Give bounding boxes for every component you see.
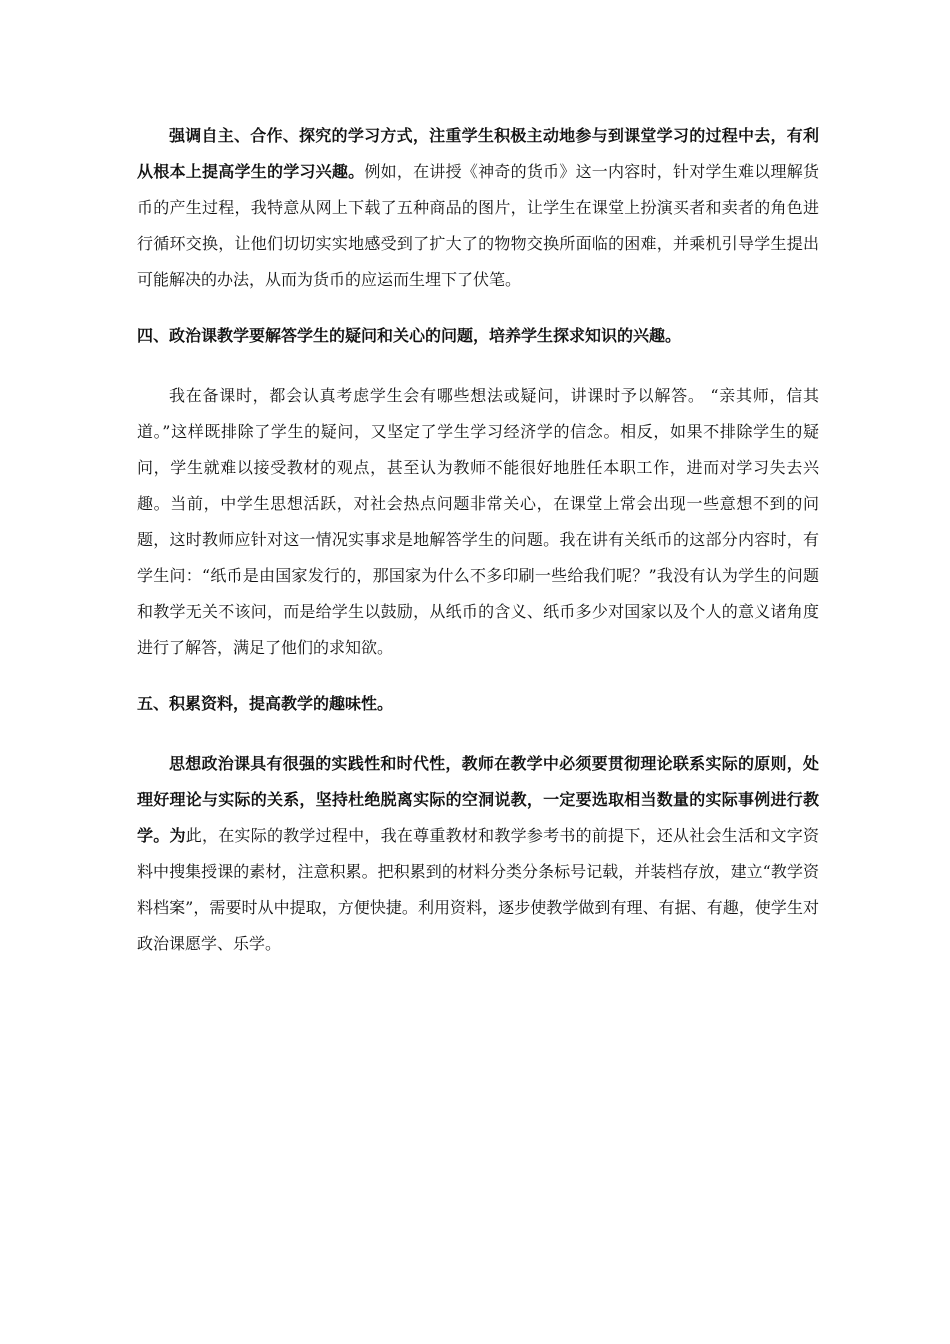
paragraph-learning-methods [137,118,819,298]
paragraph-answer-questions-text: 我在备课时，都会认真考虑学生会有哪些想法或疑问，讲课时予以解答。 “亲其师，信其道。”这样既排除了学生的疑问，又坚定了学生学习经济学的信念。相反，如果不排除学生的疑问，学生就难以接受教材的观点，甚至认为教师不能很好地胜任本职工作，进而对学习失去兴趣。当前，中学生思想活跃，对社会热点问题非常关心，在课堂上常会出现一些意想不到的问题，这时教师应针对这一情况实事求是地解答学生的问题。我在讲有关纸币的这部分内容时，有学生问：“纸币是由国家发行的，那国家为什么不多印刷一些给我们呢？”我没有认为学生的问题和教学无关不该问，而是给学生以鼓励，从纸币的含义、纸币多少对国家以及个人的意义诸角度进行了解答，满足了他们的求知欲。 [137,386,819,657]
document-body [137,118,819,962]
section-heading-5: 五、积累资料，提高教学的趣味性。 [137,694,394,713]
spacer [137,298,819,318]
paragraph-learning-methods-text: 例如，在讲授《神奇的货币》这一内容时，针对学生难以理解货币的产生过程，我特意从网上下载了五种商品的图片，让学生在课堂上扮演买者和卖者的角色进行循环交换，让他们切切实实地感受到了扩大了的物物交换所面临的困难，并乘机引导学生提出可能解决的办法，从而为货币的应运而生埋下了伏笔。 [137,162,819,289]
paragraph-accumulate-materials-text: 此，在实际的教学过程中，我在尊重教材和教学参考书的前提下，还从社会生活和文字资料中搜集授课的素材，注意积累。把积累到的材料分类分条标号记载，并装档存放，建立“教学资料档案”，需要时从中提取，方便快捷。利用资料，逐步使教学做到有理、有据、有趣，使学生对政治课愿学、乐学。 [137,826,819,953]
paragraph-answer-questions [137,378,819,666]
spacer [137,666,819,686]
paragraph-learning-methods-lead: 强调自主、合作、探究的学习方式，注重学生积极主动地参与到课堂学习的过程中去，有利从根本上提高学生的学习兴趣。 [137,126,819,181]
spacer [137,722,819,746]
paragraph-accumulate-materials-lead: 思想政治课具有很强的实践性和时代性，教师在教学中必须要贯彻理论联系实际的原则，处理好理论与实际的关系，坚持杜绝脱离实际的空洞说教，一定要选取相当数量的实际事例进行教学。为 [137,754,819,845]
spacer [137,354,819,378]
section-heading-4: 四、政治课教学要解答学生的疑问和关心的问题，培养学生探求知识的兴趣。 [137,326,682,345]
paragraph-accumulate-materials [137,746,819,962]
